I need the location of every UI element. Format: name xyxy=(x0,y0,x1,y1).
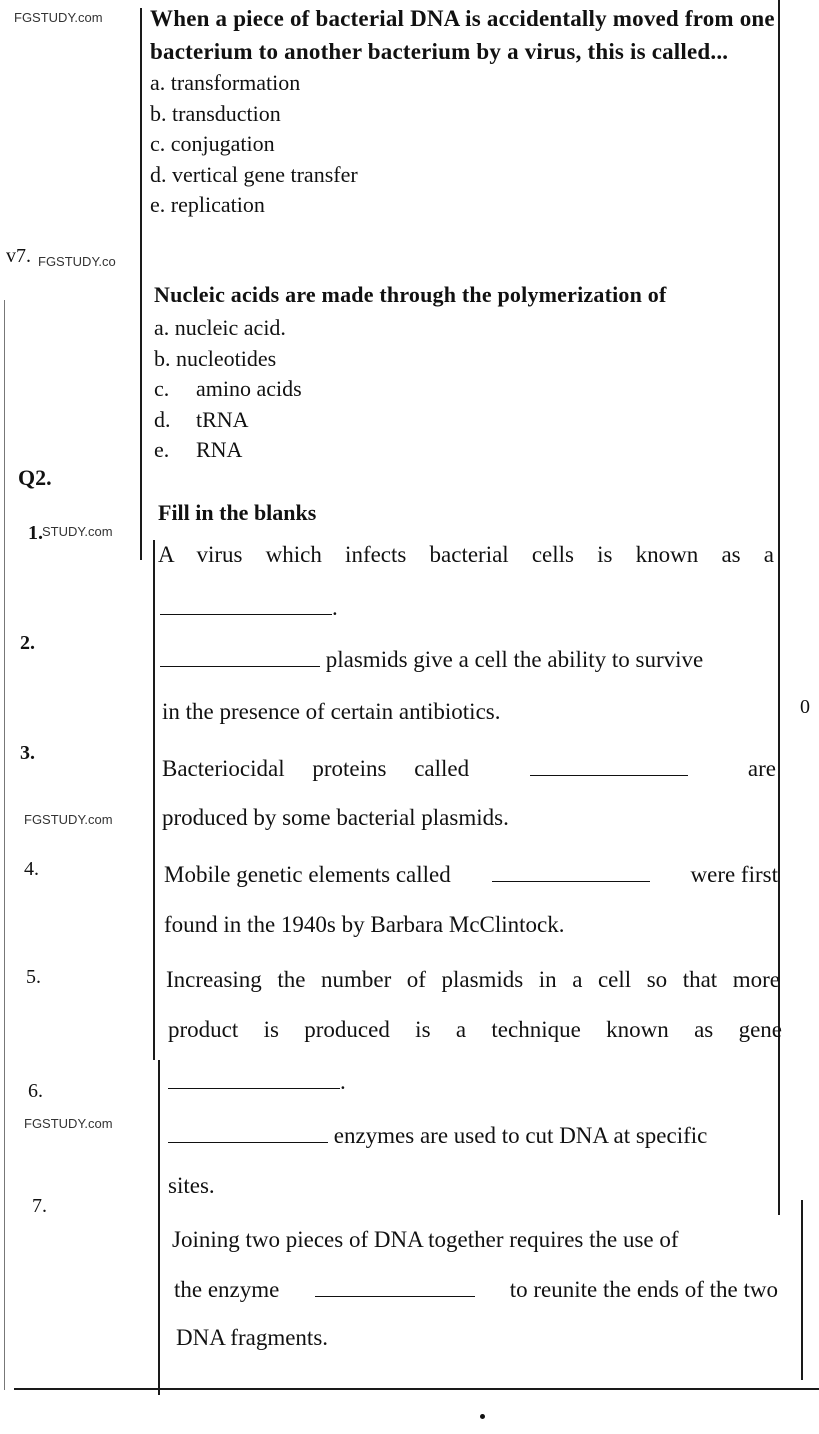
fill-blank-question-5-line2: product is produced is a technique known as gene xyxy=(168,1017,782,1042)
option-e: e. replication xyxy=(150,192,265,217)
fill-blank-question-7: Joining two pieces of DNA together requires the use of xyxy=(172,1227,679,1252)
page-edge-left xyxy=(4,300,5,1390)
question-stem: When a piece of bacterial DNA is accidentally moved from one bacterium to another bacterium by a virus, this is called... xyxy=(150,6,775,64)
item-number-3: 3. xyxy=(20,742,35,764)
answer-blank[interactable] xyxy=(492,863,650,882)
option-e: e. RNA xyxy=(154,437,243,462)
answer-blank[interactable] xyxy=(168,1124,328,1143)
fill-blank-question-3: Bacteriocidal proteins called are xyxy=(162,756,776,781)
answer-blank[interactable] xyxy=(530,757,688,776)
watermark-item1: STUDY.com xyxy=(42,524,113,539)
fill-blank-answer-5: . xyxy=(168,1070,346,1094)
answer-blank[interactable] xyxy=(160,596,332,615)
left-column-rule-upper xyxy=(140,8,142,560)
question-stem: Nucleic acids are made through the polymerization of xyxy=(154,282,667,307)
option-a: a. nucleic acid. xyxy=(154,315,286,340)
fill-blank-question-4: Mobile genetic elements called were first xyxy=(164,862,778,887)
fill-blank-answer-1: . xyxy=(160,596,338,620)
left-column-rule-middle xyxy=(153,540,155,1060)
bottom-rule xyxy=(14,1388,819,1390)
fill-blank-question-1: A virus which infects bacterial cells is known as a xyxy=(158,542,774,567)
section-number-q2: Q2. xyxy=(18,465,52,490)
fill-blank-question-2-line2: in the presence of certain antibiotics. xyxy=(162,699,501,724)
option-b: b. nucleotides xyxy=(154,345,277,371)
marks-value: 0 xyxy=(800,696,810,718)
watermark-item3: FGSTUDY.com xyxy=(24,812,113,827)
fill-blank-question-7-line2: the enzyme to reunite the ends of the two xyxy=(174,1277,778,1302)
answer-blank[interactable] xyxy=(168,1070,340,1089)
mcq-question-1 xyxy=(150,2,775,221)
option-list xyxy=(150,68,775,221)
item-number-2: 2. xyxy=(20,632,35,654)
option-c: c. conjugation xyxy=(150,131,275,156)
option-c: c. amino acids xyxy=(154,376,302,401)
item-number-6: 6. xyxy=(28,1080,43,1102)
item-number-5: 5. xyxy=(26,966,41,988)
section-heading: Fill in the blanks xyxy=(158,500,317,525)
question-number-partial: v7. xyxy=(6,245,31,267)
fill-blank-question-6: enzymes are used to cut DNA at specific xyxy=(168,1124,786,1148)
option-list xyxy=(154,313,779,466)
watermark-top: FGSTUDY.com xyxy=(14,10,103,25)
left-column-rule-lower xyxy=(158,1060,160,1395)
answer-blank[interactable] xyxy=(160,648,320,667)
option-d: d. vertical gene transfer xyxy=(150,161,358,187)
fill-blank-question-4-line2: found in the 1940s by Barbara McClintock. xyxy=(164,912,565,937)
scan-speck xyxy=(480,1414,485,1419)
item-number-4: 4. xyxy=(24,858,39,880)
fill-blank-question-2: plasmids give a cell the ability to survive xyxy=(160,648,780,672)
fill-blank-question-6-line2: sites. xyxy=(168,1173,215,1198)
right-column-rule-lower xyxy=(801,1200,803,1380)
answer-blank[interactable] xyxy=(315,1278,475,1297)
watermark-item6: FGSTUDY.com xyxy=(24,1116,113,1131)
option-a: a. transformation xyxy=(150,70,301,95)
option-d: d. tRNA xyxy=(154,406,249,432)
option-b: b. transduction xyxy=(150,100,281,126)
fill-blank-question-5: Increasing the number of plasmids in a cell so that more xyxy=(166,967,780,992)
item-number-1: 1. xyxy=(28,522,43,544)
mcq-question-2 xyxy=(154,278,779,466)
item-number-7: 7. xyxy=(32,1195,47,1217)
watermark-partial: FGSTUDY.co xyxy=(38,254,116,269)
fill-blank-question-7-line3: DNA fragments. xyxy=(176,1325,329,1350)
fill-blank-question-3-line2: produced by some bacterial plasmids. xyxy=(162,805,509,830)
